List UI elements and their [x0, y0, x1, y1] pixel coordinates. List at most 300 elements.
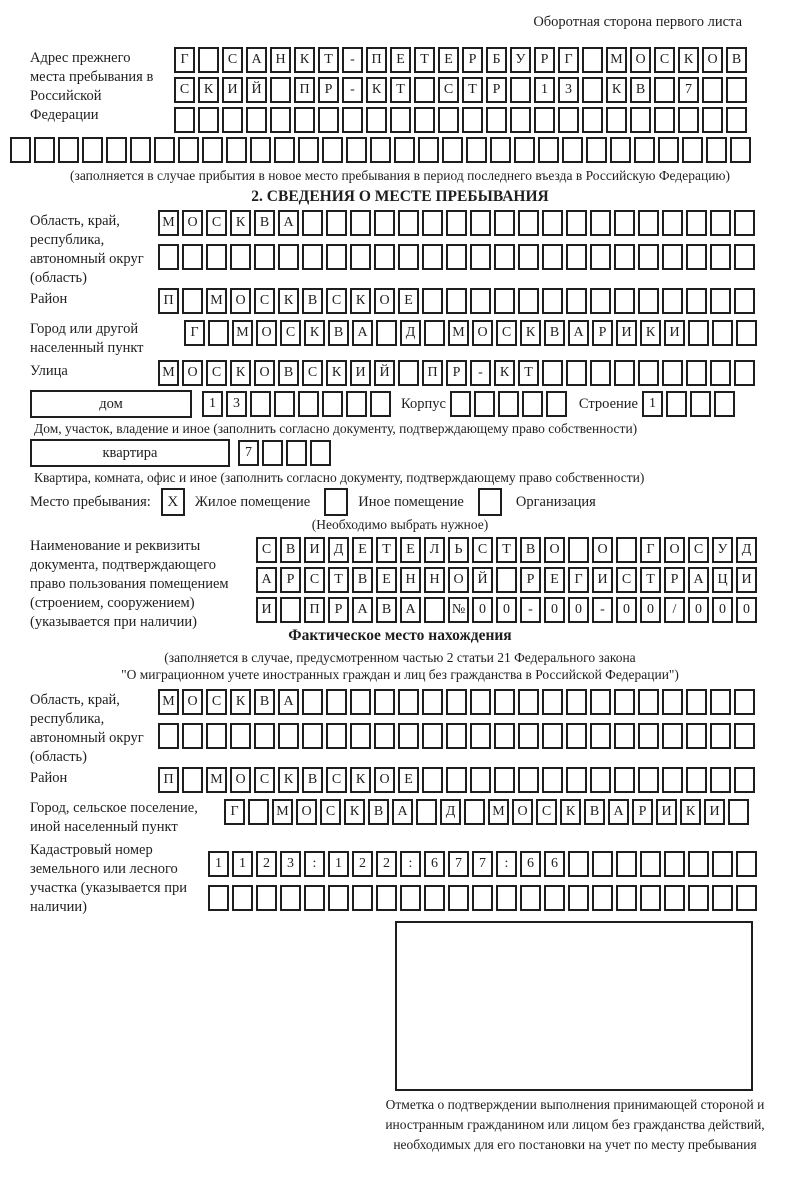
- char-box[interactable]: [446, 210, 467, 236]
- char-box[interactable]: Р: [592, 320, 613, 346]
- char-box[interactable]: [518, 723, 539, 749]
- char-box[interactable]: 6: [424, 851, 445, 877]
- char-box[interactable]: [198, 107, 219, 133]
- char-box[interactable]: В: [584, 799, 605, 825]
- char-box[interactable]: Т: [328, 567, 349, 593]
- char-box[interactable]: О: [230, 288, 251, 314]
- char-box[interactable]: М: [232, 320, 253, 346]
- char-box[interactable]: К: [198, 77, 219, 103]
- char-box[interactable]: [270, 107, 291, 133]
- char-box[interactable]: О: [374, 288, 395, 314]
- char-box[interactable]: И: [616, 320, 637, 346]
- char-box[interactable]: [688, 885, 709, 911]
- char-box[interactable]: В: [328, 320, 349, 346]
- char-box[interactable]: [254, 244, 275, 270]
- char-box[interactable]: [710, 360, 731, 386]
- char-box[interactable]: [730, 137, 751, 163]
- char-box[interactable]: В: [726, 47, 747, 73]
- char-box[interactable]: О: [702, 47, 723, 73]
- char-box[interactable]: [728, 799, 749, 825]
- char-box[interactable]: [542, 723, 563, 749]
- char-box[interactable]: О: [254, 360, 275, 386]
- char-box[interactable]: У: [712, 537, 733, 563]
- char-box[interactable]: Г: [184, 320, 205, 346]
- char-box[interactable]: [686, 689, 707, 715]
- char-box[interactable]: [422, 689, 443, 715]
- char-box[interactable]: Т: [390, 77, 411, 103]
- char-box[interactable]: [592, 885, 613, 911]
- char-box[interactable]: Р: [462, 47, 483, 73]
- checkbox-other-premises[interactable]: [324, 488, 348, 516]
- char-box[interactable]: Н: [424, 567, 445, 593]
- char-box[interactable]: [736, 885, 757, 911]
- char-box[interactable]: 6: [544, 851, 565, 877]
- char-box[interactable]: С: [206, 210, 227, 236]
- char-box[interactable]: Р: [446, 360, 467, 386]
- char-box[interactable]: Т: [640, 567, 661, 593]
- char-box[interactable]: [662, 767, 683, 793]
- char-box[interactable]: [466, 137, 487, 163]
- char-box[interactable]: [736, 320, 757, 346]
- char-box[interactable]: [232, 885, 253, 911]
- char-box[interactable]: [614, 767, 635, 793]
- char-box[interactable]: Е: [398, 288, 419, 314]
- char-box[interactable]: [496, 567, 517, 593]
- char-box[interactable]: [498, 391, 519, 417]
- char-box[interactable]: Т: [496, 537, 517, 563]
- char-box[interactable]: [448, 885, 469, 911]
- char-box[interactable]: Т: [318, 47, 339, 73]
- char-box[interactable]: [510, 77, 531, 103]
- char-box[interactable]: 2: [352, 851, 373, 877]
- char-box[interactable]: Т: [462, 77, 483, 103]
- char-box[interactable]: Г: [224, 799, 245, 825]
- char-box[interactable]: [638, 767, 659, 793]
- char-box[interactable]: [490, 137, 511, 163]
- char-box[interactable]: К: [326, 360, 347, 386]
- char-box[interactable]: [662, 244, 683, 270]
- char-box[interactable]: [182, 767, 203, 793]
- char-box[interactable]: [686, 244, 707, 270]
- char-box[interactable]: [542, 244, 563, 270]
- char-box[interactable]: 1: [208, 851, 229, 877]
- char-box[interactable]: М: [158, 210, 179, 236]
- char-box[interactable]: [446, 767, 467, 793]
- char-box[interactable]: В: [278, 360, 299, 386]
- char-box[interactable]: С: [254, 767, 275, 793]
- char-box[interactable]: [638, 360, 659, 386]
- char-box[interactable]: [398, 689, 419, 715]
- char-box[interactable]: [422, 210, 443, 236]
- char-box[interactable]: [294, 107, 315, 133]
- char-box[interactable]: [686, 210, 707, 236]
- char-box[interactable]: [250, 137, 271, 163]
- char-box[interactable]: [662, 360, 683, 386]
- char-box[interactable]: [662, 288, 683, 314]
- char-box[interactable]: Е: [390, 47, 411, 73]
- char-box[interactable]: [442, 137, 463, 163]
- char-box[interactable]: [10, 137, 31, 163]
- char-box[interactable]: [614, 210, 635, 236]
- char-box[interactable]: 1: [642, 391, 663, 417]
- char-box[interactable]: [422, 288, 443, 314]
- char-box[interactable]: [566, 360, 587, 386]
- char-box[interactable]: [640, 851, 661, 877]
- char-box[interactable]: К: [294, 47, 315, 73]
- char-box[interactable]: :: [304, 851, 325, 877]
- char-box[interactable]: [710, 767, 731, 793]
- char-box[interactable]: Р: [280, 567, 301, 593]
- char-box[interactable]: [280, 885, 301, 911]
- char-box[interactable]: Й: [374, 360, 395, 386]
- char-box[interactable]: К: [304, 320, 325, 346]
- char-box[interactable]: [350, 210, 371, 236]
- char-box[interactable]: [230, 244, 251, 270]
- char-box[interactable]: И: [256, 597, 277, 623]
- char-box[interactable]: [278, 723, 299, 749]
- char-box[interactable]: [666, 391, 687, 417]
- char-box[interactable]: [400, 885, 421, 911]
- char-box[interactable]: [182, 244, 203, 270]
- char-box[interactable]: [734, 288, 755, 314]
- char-box[interactable]: 7: [472, 851, 493, 877]
- char-box[interactable]: [710, 689, 731, 715]
- char-box[interactable]: 3: [558, 77, 579, 103]
- char-box[interactable]: [374, 723, 395, 749]
- char-box[interactable]: [470, 767, 491, 793]
- char-box[interactable]: -: [470, 360, 491, 386]
- char-box[interactable]: [322, 391, 343, 417]
- char-box[interactable]: Й: [472, 567, 493, 593]
- char-box[interactable]: П: [158, 288, 179, 314]
- char-box[interactable]: [568, 851, 589, 877]
- char-box[interactable]: [518, 767, 539, 793]
- char-box[interactable]: С: [206, 689, 227, 715]
- char-box[interactable]: Р: [328, 597, 349, 623]
- char-box[interactable]: [734, 244, 755, 270]
- char-box[interactable]: [424, 320, 445, 346]
- char-box[interactable]: [438, 107, 459, 133]
- char-box[interactable]: С: [256, 537, 277, 563]
- char-box[interactable]: [206, 244, 227, 270]
- char-box[interactable]: -: [520, 597, 541, 623]
- char-box[interactable]: [302, 689, 323, 715]
- char-box[interactable]: [638, 689, 659, 715]
- char-box[interactable]: [470, 288, 491, 314]
- char-box[interactable]: А: [352, 320, 373, 346]
- char-box[interactable]: П: [366, 47, 387, 73]
- char-box[interactable]: Е: [376, 567, 397, 593]
- char-box[interactable]: [614, 723, 635, 749]
- char-box[interactable]: [326, 244, 347, 270]
- char-box[interactable]: [496, 885, 517, 911]
- char-box[interactable]: [634, 137, 655, 163]
- char-box[interactable]: [202, 137, 223, 163]
- char-box[interactable]: К: [350, 288, 371, 314]
- char-box[interactable]: [494, 244, 515, 270]
- char-box[interactable]: [154, 137, 175, 163]
- char-box[interactable]: М: [448, 320, 469, 346]
- char-box[interactable]: В: [520, 537, 541, 563]
- char-box[interactable]: 0: [688, 597, 709, 623]
- char-box[interactable]: Е: [398, 767, 419, 793]
- char-box[interactable]: [638, 288, 659, 314]
- char-box[interactable]: [582, 107, 603, 133]
- char-box[interactable]: [688, 851, 709, 877]
- char-box[interactable]: [342, 107, 363, 133]
- char-box[interactable]: [702, 77, 723, 103]
- char-box[interactable]: [318, 107, 339, 133]
- char-box[interactable]: [592, 851, 613, 877]
- char-box[interactable]: [538, 137, 559, 163]
- char-box[interactable]: В: [254, 689, 275, 715]
- char-box[interactable]: [662, 210, 683, 236]
- char-box[interactable]: [590, 689, 611, 715]
- char-box[interactable]: Е: [544, 567, 565, 593]
- char-box[interactable]: -: [592, 597, 613, 623]
- char-box[interactable]: [662, 723, 683, 749]
- char-box[interactable]: [278, 244, 299, 270]
- char-box[interactable]: А: [400, 597, 421, 623]
- char-box[interactable]: [328, 885, 349, 911]
- char-box[interactable]: [376, 320, 397, 346]
- char-box[interactable]: К: [606, 77, 627, 103]
- char-box[interactable]: [542, 288, 563, 314]
- char-box[interactable]: [274, 137, 295, 163]
- char-box[interactable]: [494, 689, 515, 715]
- char-box[interactable]: [366, 107, 387, 133]
- char-box[interactable]: Р: [632, 799, 653, 825]
- char-box[interactable]: [616, 851, 637, 877]
- char-box[interactable]: В: [302, 288, 323, 314]
- char-box[interactable]: [534, 107, 555, 133]
- char-box[interactable]: [582, 47, 603, 73]
- char-box[interactable]: [734, 723, 755, 749]
- char-box[interactable]: [178, 137, 199, 163]
- char-box[interactable]: Г: [558, 47, 579, 73]
- char-box[interactable]: [298, 137, 319, 163]
- char-box[interactable]: [450, 391, 471, 417]
- char-box[interactable]: 0: [472, 597, 493, 623]
- char-box[interactable]: К: [278, 767, 299, 793]
- char-box[interactable]: 7: [678, 77, 699, 103]
- char-box[interactable]: О: [256, 320, 277, 346]
- char-box[interactable]: [226, 137, 247, 163]
- char-box[interactable]: 1: [202, 391, 223, 417]
- char-box[interactable]: 0: [712, 597, 733, 623]
- char-box[interactable]: №: [448, 597, 469, 623]
- char-box[interactable]: К: [344, 799, 365, 825]
- char-box[interactable]: [566, 723, 587, 749]
- char-box[interactable]: И: [222, 77, 243, 103]
- char-box[interactable]: [542, 210, 563, 236]
- char-box[interactable]: М: [206, 288, 227, 314]
- char-box[interactable]: [370, 391, 391, 417]
- char-box[interactable]: Р: [486, 77, 507, 103]
- char-box[interactable]: [566, 210, 587, 236]
- char-box[interactable]: Т: [518, 360, 539, 386]
- char-box[interactable]: [682, 137, 703, 163]
- char-box[interactable]: [486, 107, 507, 133]
- char-box[interactable]: [398, 210, 419, 236]
- char-box[interactable]: [614, 288, 635, 314]
- char-box[interactable]: Г: [174, 47, 195, 73]
- char-box[interactable]: [424, 597, 445, 623]
- char-box[interactable]: О: [182, 360, 203, 386]
- char-box[interactable]: 2: [256, 851, 277, 877]
- char-box[interactable]: В: [376, 597, 397, 623]
- char-box[interactable]: [470, 723, 491, 749]
- char-box[interactable]: Е: [400, 537, 421, 563]
- char-box[interactable]: [710, 288, 731, 314]
- char-box[interactable]: [568, 537, 589, 563]
- char-box[interactable]: Ц: [712, 567, 733, 593]
- char-box[interactable]: [350, 689, 371, 715]
- char-box[interactable]: А: [608, 799, 629, 825]
- char-box[interactable]: [208, 885, 229, 911]
- char-box[interactable]: А: [352, 597, 373, 623]
- char-box[interactable]: [470, 244, 491, 270]
- char-box[interactable]: [566, 767, 587, 793]
- char-box[interactable]: М: [488, 799, 509, 825]
- char-box[interactable]: [130, 137, 151, 163]
- char-box[interactable]: [446, 244, 467, 270]
- char-box[interactable]: [398, 244, 419, 270]
- char-box[interactable]: Е: [352, 537, 373, 563]
- char-box[interactable]: И: [704, 799, 725, 825]
- char-box[interactable]: О: [544, 537, 565, 563]
- char-box[interactable]: [350, 723, 371, 749]
- char-box[interactable]: С: [616, 567, 637, 593]
- char-box[interactable]: [254, 723, 275, 749]
- char-box[interactable]: [58, 137, 79, 163]
- char-box[interactable]: [736, 851, 757, 877]
- char-box[interactable]: [462, 107, 483, 133]
- char-box[interactable]: [34, 137, 55, 163]
- char-box[interactable]: [270, 77, 291, 103]
- char-box[interactable]: Н: [400, 567, 421, 593]
- char-box[interactable]: [662, 689, 683, 715]
- char-box[interactable]: А: [256, 567, 277, 593]
- char-box[interactable]: Й: [246, 77, 267, 103]
- char-box[interactable]: [310, 440, 331, 466]
- char-box[interactable]: [686, 360, 707, 386]
- char-box[interactable]: С: [654, 47, 675, 73]
- char-box[interactable]: [158, 244, 179, 270]
- char-box[interactable]: [398, 723, 419, 749]
- char-box[interactable]: П: [158, 767, 179, 793]
- char-box[interactable]: [446, 723, 467, 749]
- char-box[interactable]: С: [280, 320, 301, 346]
- char-box[interactable]: [418, 137, 439, 163]
- char-box[interactable]: [610, 137, 631, 163]
- char-box[interactable]: М: [272, 799, 293, 825]
- char-box[interactable]: [520, 885, 541, 911]
- char-box[interactable]: [376, 885, 397, 911]
- char-box[interactable]: И: [592, 567, 613, 593]
- char-box[interactable]: [638, 210, 659, 236]
- char-box[interactable]: И: [736, 567, 757, 593]
- char-box[interactable]: [158, 723, 179, 749]
- char-box[interactable]: [614, 689, 635, 715]
- char-box[interactable]: [346, 137, 367, 163]
- char-box[interactable]: [514, 137, 535, 163]
- char-box[interactable]: М: [606, 47, 627, 73]
- char-box[interactable]: [638, 244, 659, 270]
- char-box[interactable]: К: [494, 360, 515, 386]
- char-box[interactable]: [590, 244, 611, 270]
- char-box[interactable]: 2: [376, 851, 397, 877]
- char-box[interactable]: [446, 689, 467, 715]
- char-box[interactable]: С: [304, 567, 325, 593]
- char-box[interactable]: -: [342, 47, 363, 73]
- char-box[interactable]: 0: [736, 597, 757, 623]
- char-box[interactable]: [710, 244, 731, 270]
- char-box[interactable]: [494, 210, 515, 236]
- char-box[interactable]: О: [182, 210, 203, 236]
- char-box[interactable]: [688, 320, 709, 346]
- char-box[interactable]: А: [278, 210, 299, 236]
- char-box[interactable]: В: [254, 210, 275, 236]
- char-box[interactable]: [734, 767, 755, 793]
- checkbox-organization[interactable]: [478, 488, 502, 516]
- char-box[interactable]: [398, 360, 419, 386]
- char-box[interactable]: А: [392, 799, 413, 825]
- char-box[interactable]: В: [352, 567, 373, 593]
- char-box[interactable]: 1: [534, 77, 555, 103]
- char-box[interactable]: П: [294, 77, 315, 103]
- char-box[interactable]: [446, 288, 467, 314]
- char-box[interactable]: Б: [486, 47, 507, 73]
- char-box[interactable]: [566, 288, 587, 314]
- char-box[interactable]: [664, 885, 685, 911]
- char-box[interactable]: [734, 210, 755, 236]
- char-box[interactable]: И: [304, 537, 325, 563]
- char-box[interactable]: [208, 320, 229, 346]
- char-box[interactable]: 7: [238, 440, 259, 466]
- char-box[interactable]: О: [296, 799, 317, 825]
- char-box[interactable]: Д: [736, 537, 757, 563]
- char-box[interactable]: Р: [318, 77, 339, 103]
- char-box[interactable]: [542, 767, 563, 793]
- char-box[interactable]: [546, 391, 567, 417]
- char-box[interactable]: Е: [438, 47, 459, 73]
- char-box[interactable]: [182, 723, 203, 749]
- char-box[interactable]: [280, 597, 301, 623]
- char-box[interactable]: [686, 767, 707, 793]
- char-box[interactable]: О: [448, 567, 469, 593]
- char-box[interactable]: [82, 137, 103, 163]
- char-box[interactable]: И: [350, 360, 371, 386]
- char-box[interactable]: [472, 885, 493, 911]
- char-box[interactable]: Р: [520, 567, 541, 593]
- char-box[interactable]: И: [656, 799, 677, 825]
- char-box[interactable]: [566, 244, 587, 270]
- char-box[interactable]: [518, 689, 539, 715]
- char-box[interactable]: Г: [568, 567, 589, 593]
- char-box[interactable]: [590, 288, 611, 314]
- char-box[interactable]: [686, 288, 707, 314]
- char-box[interactable]: О: [664, 537, 685, 563]
- char-box[interactable]: [230, 723, 251, 749]
- char-box[interactable]: [640, 885, 661, 911]
- char-box[interactable]: [470, 689, 491, 715]
- char-box[interactable]: С: [222, 47, 243, 73]
- char-box[interactable]: Т: [414, 47, 435, 73]
- char-box[interactable]: [326, 210, 347, 236]
- char-box[interactable]: Т: [376, 537, 397, 563]
- char-box[interactable]: О: [374, 767, 395, 793]
